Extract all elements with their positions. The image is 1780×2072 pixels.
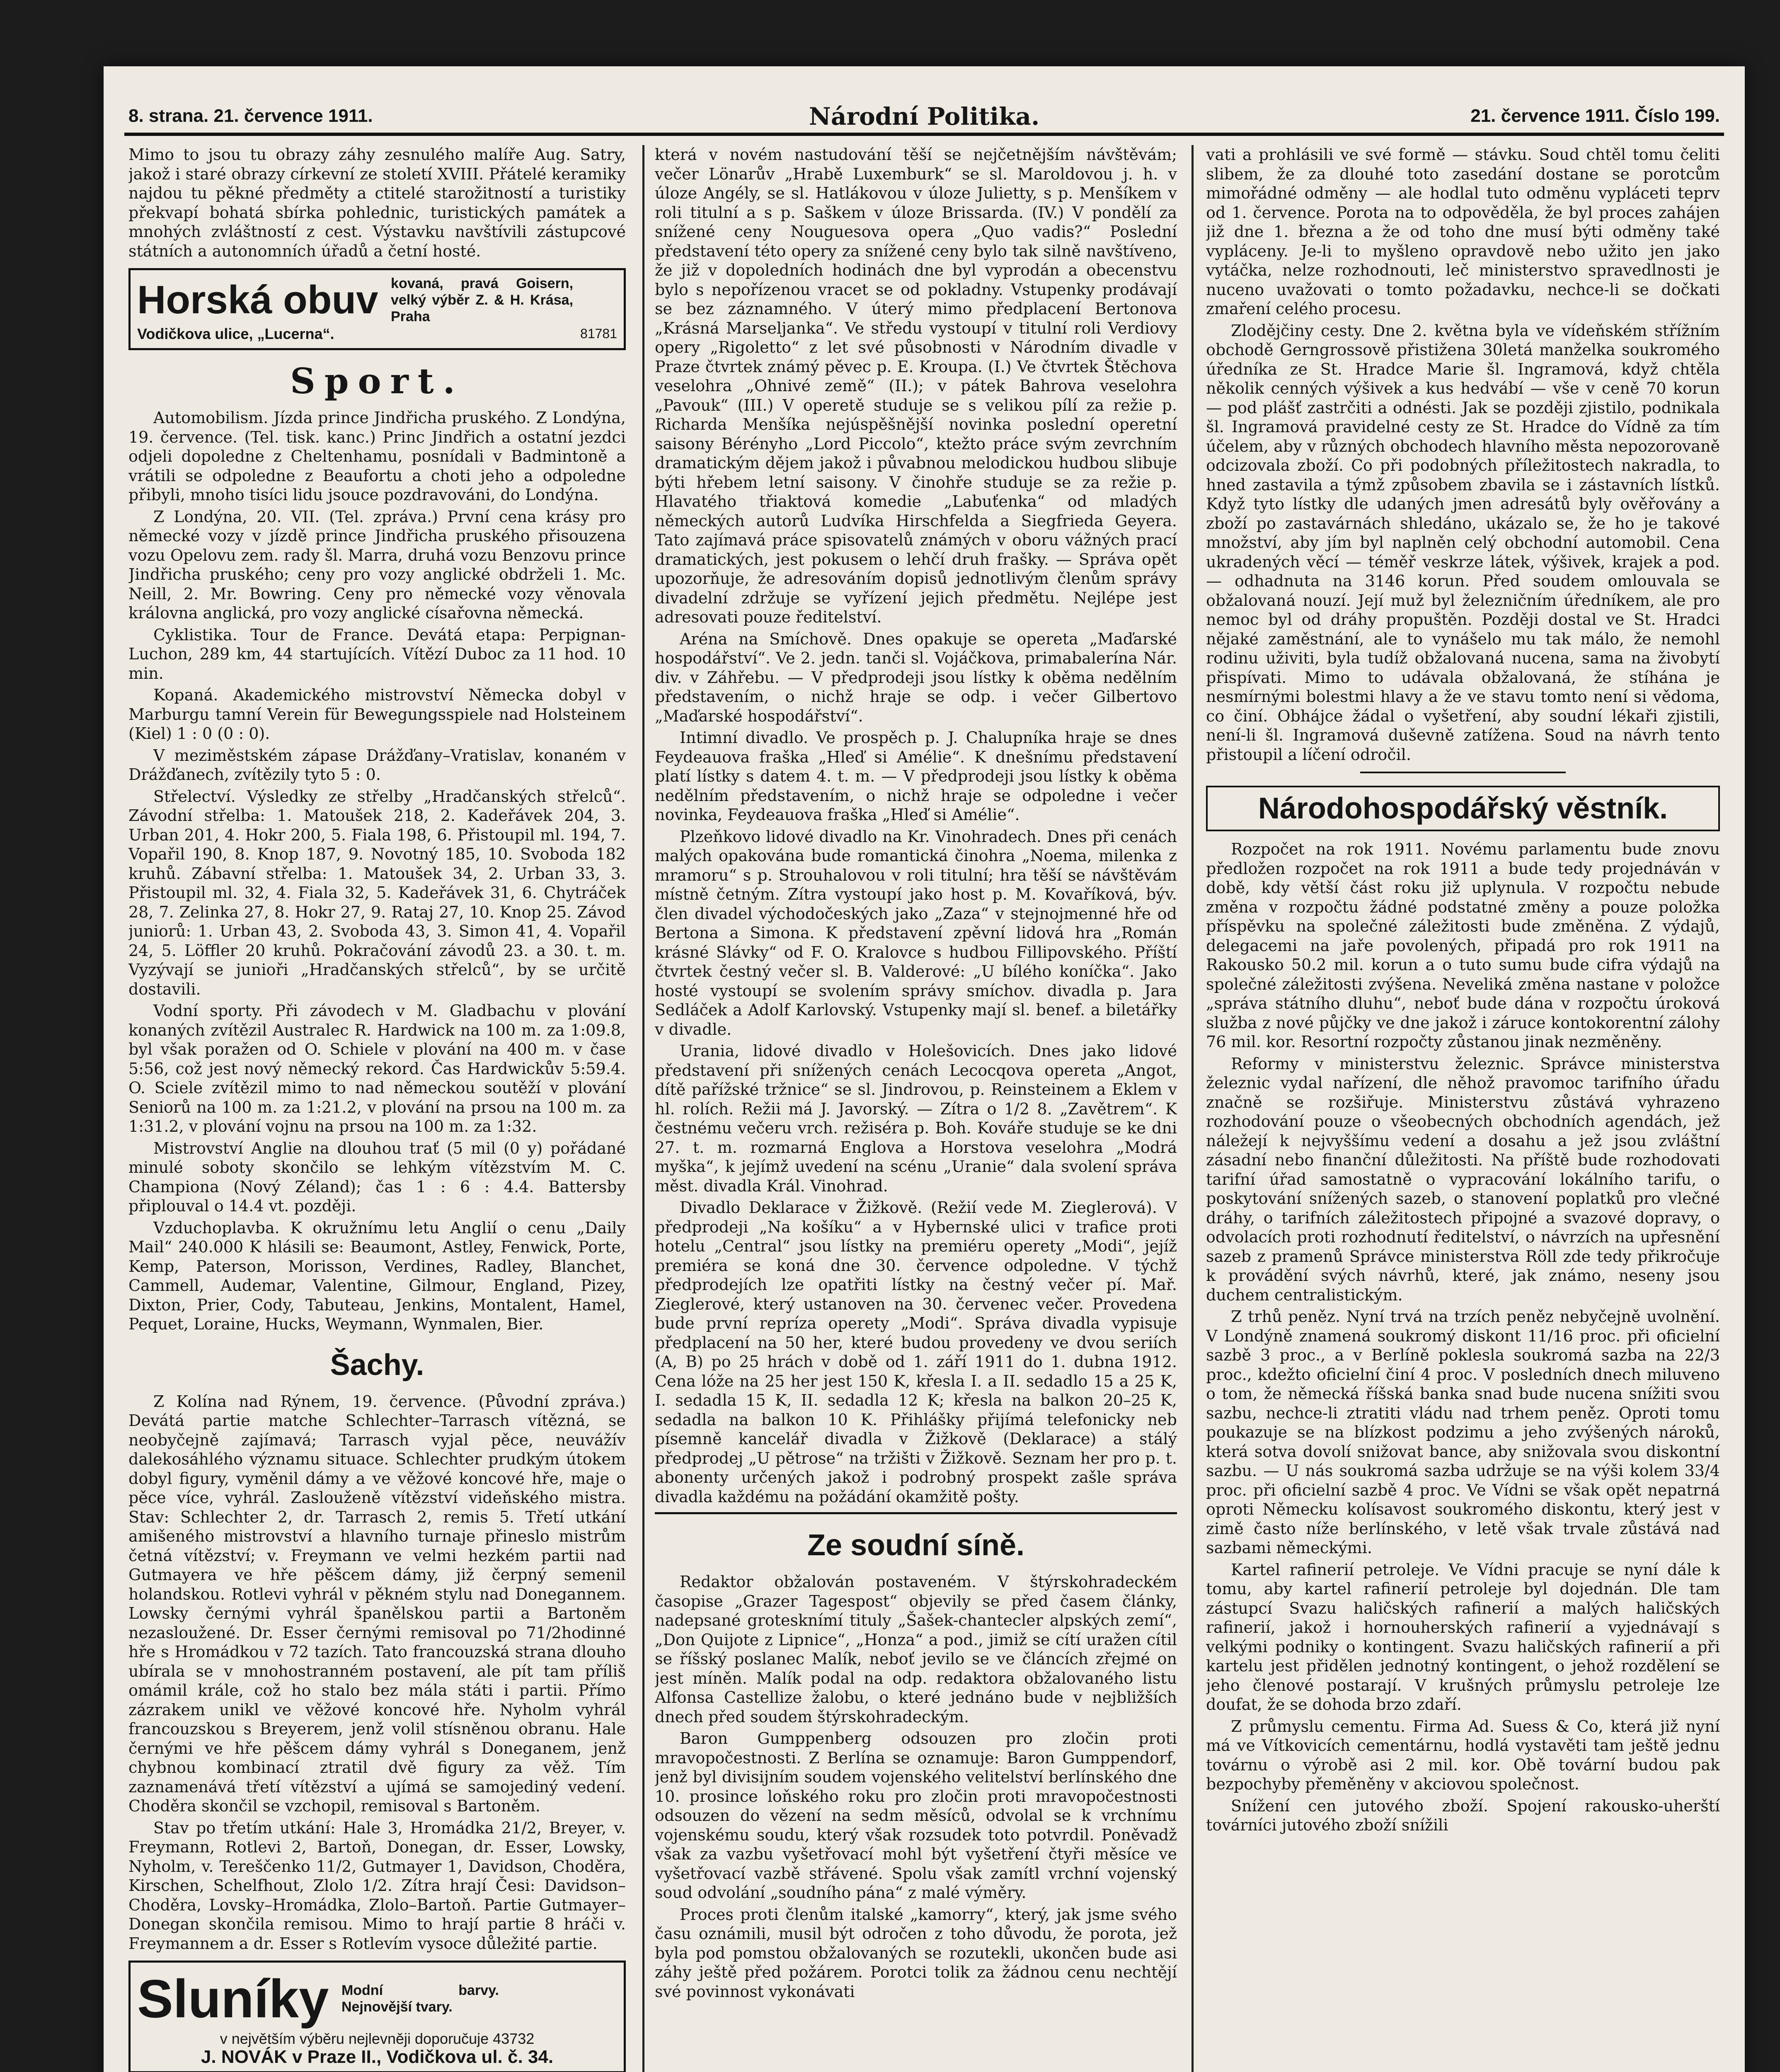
article-paragraph: Baron Gumppenberg odsouzen pro zločin proti mravopočestnosti. Z Berlína se oznamuje: Baron Gumppendorf, jenž byl divisijním soudem vojenského velitelství berlínského dne 10. prosince loňského roku pro zločin proti mravopočestnosti odsouzen do vězení na sedm měsíců, odvolal se k vrchnímu vojenskému soudu, který však rozsudek toto potvrdil. Poněvadž však za vazbu vyšetřovací mohl být vyšetření čtyři měsíce ve vyšetřovací vazbě střávené. Spolu však zamítl vrchní vojenský soud odvolání „soudního pána“ z malé výměry. <box>655 1729 1177 1902</box>
ad-headline: Sluníky <box>137 1968 329 2029</box>
column-divider <box>1192 145 1194 2072</box>
article-paragraph: Z Kolína nad Rýnem, 19. července. (Původní zpráva.) Devátá partie matche Schlechter–Tarrasch vítězná, se neobyčejně zajímavá; Tarrasch vyjal pěce, neuvážív dalekosáhlého významu situace. Schlechter prudkým útokem dobyl figury, vyměnil dámy a ve věžové koncové hře, maje o pěce více, vyhrál. Zaslouženě vítězství videňského mistra. Stav: Schlechter 2, dr. Tarrasch 2, remis 5. Třetí utkání amišeného mistrovství a hlavního turnaje přineslo mistrům četná vítězství; v. Freymann ve velmi hezkém partii nad Gutmayera ve hře pěšcem dámy, již čerpný semenil holandskou. Rotlevi vyhrál v pěkném stylu nad Donegannem. Lowsky černými vyhrál španělskou partii a Bartoněm nezasloužené. Dr. Esser černými remisoval po 71/2hodinné hře s Hromádkou v 72 tazích. Tato francouzská strana dlouho ubírala se v mnohostranném postavení, ale pít tam příliš omámil krále, což ho stalo bez mála státi i partii. Přímo zázrakem unikl ve věžové koncové hře. Nyholm vyhrál francouzskou s Breyerem, jenž volil stísněnou obranu. Hale černými ve hře pěšcem dámy vyhrál s Doneganem, jenž chybnou kombinací ztratil dvě figury za věž. Tím zaznamenává třetí vítězství a ujímá se samojediný vedení. Choděra skončil se vzchopil, remisoval s Bartoněm. <box>128 1392 626 1815</box>
article-paragraph: Plzeňkovo lidové divadlo na Kr. Vinohradech. Dnes při cenách malých opakována bude romantická činohra „Noema, milenka z mramoru“ s p. Strouhalovou v roli titulní; hra těší se návštěvám místně četným. Zítra vystoupí jako host p. M. Kovaříková, býv. člen divadel východočeských jako „Zaza“ v stejnojmenné hře od Bertona a Simona. K představení zpěvní lidová hra „Román krásné Slávky“ od F. O. Kralovce s hudbou Fillipovského. Příští čtvrtek čestný večer sl. B. Valderové: „U bílého koníčka“. Jako hosté vystoupí se svolením správy smíchov. divadla p. Jara Sedláček a Adolf Karlovský. Vstupenky mají sl. benef. a biletářky v divadle. <box>655 827 1177 1038</box>
article-paragraph: Z průmyslu cementu. Firma Ad. Suess & Co, která již nyní má ve Vítkovicích cementárnu, hodlá vystavěti tam ještě jednu továrnu o výrobě asi 2 mil. kor. Obě tovární budou pak bezpochyby přeměněny v akciovou společnost. <box>1206 1717 1720 1793</box>
ad-slunniky <box>128 1961 626 2072</box>
section-divider <box>1360 772 1566 773</box>
article-paragraph: Proces proti členům italské „kamorry“, který, jak jsme svého času oznámili, musil být odročen z toho důvodu, že porota, jež byla pod pomstou obžalovaných se rozutekli, ukončen bude asi záhy ještě před požárem. Porotci tolik za žádnou cenu nechtějí své povinnost vykonávati <box>655 1905 1177 2001</box>
article-paragraph: Aréna na Smíchově. Dnes opakuje se opereta „Maďarské hospodářství“. Ve 2. jedn. tanči sl. Vojáčkova, primabalerína Nár. div. v Záhřebu. — V předprodeji jsou lístky k oběma nedělním představením, o nichž hraje se odp. i večer Gilbertovo „Maďarské hospodářství“. <box>655 629 1177 725</box>
section-title-chess: Šachy. <box>330 1348 424 1382</box>
column-1 <box>128 145 626 2072</box>
article-paragraph: Kartel rafinerií petroleje. Ve Vídni pracuje se nyní dále k tomu, aby kartel rafinerií petroleje byl dojednán. Dle tam zástupcí Svazu haličských rafinerií a malých haličských rafinerií, jakož i hornouherských rafinerií a vyjednávají s velkými podniky o kontingent. Svazu haličských rafinerií a při kartelu jest přidělen jednotný kontingent, o jehož rozdělení se jeho členové postarají. V krušných průmyslu petroleje lze doufat, že se dohoda brzo zdaří. <box>1206 1560 1720 1714</box>
ad-subtext: kovaná, pravá Goisern, velký výběr Z. & H. Krása, Praha <box>391 276 574 324</box>
column-3 <box>1206 145 1720 2072</box>
section-title-sport: Sport. <box>290 361 464 402</box>
ad-address: Vodičkova ulice, „Lucerna“. <box>137 325 334 342</box>
article-paragraph: Urania, lidové divadlo v Holešovicích. Dnes jako lidové představení při snížených cenách Lecocqova opereta „Angot, dítě pařížské tržnice“ se sl. Jindrovou, p. Reinsteinem a Eklem v hl. rolích. Režii má J. Javorský. — Zítra o 1/2 8. „Zavětrem“. K čestnému večeru vrch. režiséra p. Boh. Kováře studuje se ke dni 27. t. m. rozmarná Englova a Horstova veselohra „Modrá myška“, k jejímž uvedení na scénu „Uranie“ dala svolení správa měst. divadla Král. Vinohrad. <box>655 1042 1177 1195</box>
article-paragraph: vati a prohlásili ve své formě — stávku. Soud chtěl tomu čeliti slibem, že za dlouhé toto zasedání dostane se porotcům mimořádné odměny — ale hodlal tuto odměnu vypláceti teprv od 1. července. Porota na to odpověděla, že byl proces zahájen již dne 1. března a že od toho dne musí býti odměny také vypláceny. Je-li to myšleno opravdově nebo užito jen jako vytáčka, nelze rozhodnouti, leč ministerstvo spravedlnosti je nuceno uvažovati o tomto požadavku, nechce-li se dočkati zmaření celého procesu. <box>1206 145 1720 318</box>
ad-text: v největším výběru nejlevněji doporučuje 43732 <box>220 2030 535 2047</box>
page-header <box>128 102 1720 143</box>
article-paragraph: Mistrovství Anglie na dlouhou trať (5 mil (0 y) pořádané minulé soboty skončilo se lehkým vítězstvím M. C. Championa (Nový Zéland); čas 1 : 6 : 4.4. Battersby připlouval o 14.4 vt. později. <box>128 1139 626 1215</box>
section-divider <box>655 1512 1177 1514</box>
article-paragraph: Z trhů peněz. Nyní trvá na trzích peněz nebyčejně uvolnění. V Londýně znamená soukromý diskont 11/16 proc. při oficielní sazbě 3 proc., a v Berlíně poklesla soukromá sazba na 22/3 proc., kdežto oficielní činí 4 proc. V posledních dnech miluveno o tom, že německá říšská banka snad bude nucena snížiti svou sazbu, nechce-li ztratiti vládu nad trhem peněz. Oproti tomu poukazuje se na blízkost podzimu a jeho zvýšených nároků, která sotva dovolí snižovat bance, aby snižovala svou diskontní sazbu. — U nás soukromá sazba udržuje se na výši kolem 33/4 proc. při oficielní sazbě 4 proc. Ve Vídni se však opět nepatrná oproti Německu kolísavost soukromého diskontu, který jest v zimě často níže berlínského, v letě však trvale zůstává nad sazbami německými. <box>1206 1307 1720 1557</box>
article-paragraph: Reformy v ministerstvu železnic. Správce ministerstva železnic vydal nařízení, dle něhož pravomoc tarifního úřadu značně se rozšiřuje. Ministerstvu zůstává vyhrazeno rozhodování pouze o všeobecných obchodních agendách, jež náležejí k nejvyššímu vedení a dosahu a jež jsou zvláštní zásadní nebo finanční důležitosti. Na příště bude rozhodovati tarifní úřad samostatně o vypracování lokálního tarifu, o poskytování snížených sazeb, o stanovení poplatků pro vlečné dráhy, o tarifních záležitostech připojné a svazové dopravy, o odvolacích proti rozhodnutí ředitelství, o návrzích na upřesnění sazeb z pramenů Správce ministerstva Röll zde tedy přikročuje k provádění svých návrhů, které, jak známo, neseny jsou duchem centralistickým. <box>1206 1054 1720 1304</box>
masthead-title: Národní Politika. <box>809 102 1040 131</box>
article-paragraph: Divadlo Deklarace v Žižkově. (Režií vede M. Zieglerová). V předprodeji „Na košíku“ a v Hybernské ulici v trafice proti hotelu „Central“ jsou lístky na premiéru operety „Modi“, jejíž premiéra se koná dne 30. července odpoledne. V týchž předprodejích lze opatřiti lístky na čestný večer pí. Mař. Zieglerové, který ustanoven na 30. červenec večer. Provedena bude první repríza operety „Modi“. Správa divadla vypisuje předplacení na 50 her, které budou provedeny ve dvou seriích (A, B) po 25 hrách v době od 1. září 1911 do 1. dubna 1912. Cena lóže na 25 her jest 150 K, křesla I. a II. sedadlo 15 a 25 K, I. sedadla 15 K, II. sedadla 12 K; křesla na balkon 20–25 K, sedadla na balkon 10 K. Přihlášky přijímá telefonicky neb písemně kancelář divadla v Žižkově (Deklarace) a stálý předprodej „U pětrose“ na tržišti v Žižkově. Seznam her pro p. t. abonenty určených jakož i podrobný prospekt zašle správa divadla každému na požádání okamžitě pošty. <box>655 1198 1177 1506</box>
ad-subtext: Modní barvy. Nejnovější tvary. <box>341 1982 499 2015</box>
article-paragraph: V meziměstském zápase Drážďany–Vratislav, konaném v Drážďanech, zvítězily tyto 5 : 0. <box>128 746 626 784</box>
column-divider <box>642 145 644 2072</box>
header-rule <box>124 133 1724 136</box>
header-issue-number: 21. července 1911. Číslo 199. <box>1470 106 1720 126</box>
intro-paragraph: Mimo to jsou tu obrazy záhy zesnulého malíře Aug. Satry, jakož i staré obrazy církevní ze století XVIII. Přátelé keramiky najdou tu pěkné předměty a ctitelé starožitností a turistiky překvapí bohatá sbírka pohlednic, turistických památek a mnohých zvláštností z cest. Výstavku navštívili zástupcové státních a autonomních úřadů a četní hosté. <box>128 145 626 260</box>
ad-headline: Horská obuv <box>137 278 378 322</box>
ad-address: J. NOVÁK v Praze II., Vodičkova ul. č. 34. <box>201 2047 554 2067</box>
article-paragraph: Střelectví. Výsledky ze střelby „Hradčanských střelců“. Závodní střelba: 1. Matoušek 218, 2. Kadeřávek 204, 3. Urban 201, 4. Hokr 200, 5. Fiala 198, 6. Přistoupil ml. 194, 7. Vopařil 190, 8. Knop 187, 9. Novotný 185, 10. Svoboda 182 kruhů. Zábavní střelba: 1. Matoušek 34, 2. Urban 33, 3. Přistoupil ml. 32, 4. Fiala 32, 5. Kadeřávek 31, 6. Chytráček 28, 7. Zelinka 27, 8. Hokr 27, 9. Rataj 27, 10. Knop 25. Závod juniorů: 1. Urban 43, 2. Svoboda 43, 3. Simon 41, 4. Vopařil 24, 5. Löffler 20 kruhů. Pokračování závodů 23. a 30. t. m. Vyzývají se junioři „Hradčanských střelců“, by se určitě dostavili. <box>128 787 626 998</box>
ad-horska-obuv <box>128 268 626 350</box>
article-paragraph: Snížení cen jutového zboží. Spojení rakousko-uherští továrníci jutového zboží snížili <box>1206 1796 1720 1834</box>
article-paragraph: Zlodějčiny cesty. Dne 2. května byla ve vídeňském střížním obchodě Gerngrossově přistižena 30letá manželka soukromého úředníka ze St. Hradce Marie šl. Ingramová, když chtěla několik cenných výšivek a kus hedvábí — vše v ceně 70 korun — pod plášť zastrčiti a odnésti. Jak se později zjistilo, podnikala šl. Ingramová pravidelné cesty ze St. Hradce do Vídně za tím účelem, aby v různých obchodech hlavního města nepozorovaně odcizovala zboží. Co při podobných příležitostech nakradla, to hned zastavila a týmž způsobem zbavila se i zástavních lístků. Když tyto lístky dle udaných jmen adresátů byly ověřovány a zboží po zastavárnách shledáno, ukázalo se, že ho je takové množství, aby jím byl naplněn celý obchodní automobil. Cena ukradených věcí — téměř veskrze látek, výšivek, krajek a pod. — odhadnuta na 3146 korun. Před soudem omlouvala se obžalovaná nouzí. Její muž byl železničním úředníkem, ale pro nemoc byl od dráhy propuštěn. Později dostal ve St. Hradci nějaké zaměstnání, ale to vynášelo mu tak málo, že nemohl rodinu uživiti, byla tudíž obžalovaná nucena, sama na živobytí přispívati. Mimo to udávala obžalovaná, že stíhána je nesmírnými bolestmi hlavy a že ve stavu tomto není si vědoma, co činí. Obhájce žádal o vyšetření, aby soudní lékaři zjistili, není-li šl. Ingramová duševně zatížena. Soud na návrh tento přistoupil a líčení odročil. <box>1206 321 1720 764</box>
article-paragraph: která v novém nastudování těší se nejčetnějším návštěvám; večer Lönarův „Hrabě Luxemburk“ se sl. Maroldovou j. h. v úloze Angély, se sl. Hatlákovou v úloze Julietty, s p. Menšíkem v roli titulní a s p. Saškem v úloze Brissarda. (IV.) V pondělí za snížené ceny Nouguesova opera „Quo vadis?“ Poslední představení této opery za snížené ceny bylo tak silně navštíveno, že již v dopoledních hodinách dne byl vyprodán a obecenstvu bylo s nepořízenou vracet se od pokladny. Vstupenky prodávají se bez záznamného. V úterý mimo předplacení Bertonova „Krásná Marseljanka“. Ve středu vystoupí v titulní roli Verdiovy opery „Rigoletto“ z let své působnosti v Národním divadle v Praze čtvrtek známý pěvec p. E. Kroupa. (I.) Ve čtvrtek Štěchova veselohra „Ohnivé země“ (II.); v pátek Bahrova veselohra „Pavouk“ (III.) V operetě studuje se s velikou pílí za režie p. Richarda Menšíka nejúspěšnější novinka poslední operetní saisony Bérényho „Lord Piccolo“, ktežto práce svým zevrchním dramatickým dějem jakož i půvabnou melodickou hudbou slibuje býti hřebem letní saisony. V činohře studuje se za režie p. Hlavatého třiaktová komedie „Labuťenka“ od mladých německých autorů Ludvíka Hirschfelda a Siegfrieda Geyera. Tato zajímavá práce spisovatelů známých v oboru vážných prací dramatických, jest pokusem o lehčí druh frašky. — Správa opět upozorňuje, že adresováním dopisů jednotlivým členům správy divadelní zdržuje se vyřízení jejich předmětu. Nejlépe jest adresovati pouze ředitelství. <box>655 145 1177 626</box>
article-paragraph: Intimní divadlo. Ve prospěch p. J. Chalupníka hraje se dnes Feydeauova fraška „Hleď si Amélie“. K dnešnímu představení platí lístky s datem 4. t. m. — V předprodeji jsou lístky k oběma nedělním představením, o nichž hraje se odpoledne i večer novinka, Feydeauova fraška „Hleď si Amélie“. <box>655 729 1177 824</box>
ad-number: 81781 <box>580 326 617 341</box>
article-paragraph: Automobilism. Jízda prince Jindřicha pruského. Z Londýna, 19. července. (Tel. tisk. kanc.) Princ Jindřich a ostatní jezdci odjeli dopoledne z Cheltenhamu, posnídali v Badmintoně a vrátili se odpoledne z Beaufortu a choti jeho a odpoledne přibyli, mnoho tisíci lidu jsouce pozdravováni, do Londýna. <box>128 409 626 504</box>
article-paragraph: Cyklistika. Tour de France. Devátá etapa: Perpignan-Luchon, 289 km, 44 startujících. Vítězí Duboc za 11 hod. 10 min. <box>128 625 626 683</box>
section-title-court: Ze soudní síně. <box>807 1529 1025 1562</box>
section-title-economy: Národohospodářský věstník. <box>1206 786 1720 831</box>
article-paragraph: Redaktor obžalován postaveném. V štýrskohradeckém časopise „Grazer Tagespost“ objevily se před časem články, nadepsané grotesknímí tituly „Šašek-chantecler alpských zemí“, „Don Quijote z Lipnice“, „Honza“ a pod., jimiž se cítí uražen cítil se říšský poslanec Malík, neboť jevilo se ve článcích zřejmé on jest míněn. Malík podal na odp. redaktora obžalovaného listu Alfonsa Castellize žalobu, o které jednáno bude v nejbližších dnech před soudem štýrskohradeckým. <box>655 1573 1177 1726</box>
article-paragraph: Stav po třetím utkání: Hale 3, Hromádka 21/2, Breyer, v. Freymann, Rotlevi 2, Bartoň, Donegan, dr. Esser, Lowsky, Nyholm, v. Tereščenko 11/2, Gutmayer 1, Davidson, Choděra, Kirschen, Schelfhout, Zlolo 1/2. Zítra hrají Česi: Davidson–Choděra, Lovsky–Hromádka, Zlolo–Bartoň. Partie Gutmayer–Donegan skončila remisou. Mimo to hrají partie 8 hráči v. Freymannem a dr. Esser s Rotlevím vysoce důležité partie. <box>128 1818 626 1953</box>
newspaper-page <box>104 66 1745 2072</box>
header-page-date: 8. strana. 21. července 1911. <box>128 106 373 126</box>
article-paragraph: Vzduchoplavba. K okružnímu letu Anglií o cenu „Daily Mail“ 240.000 K hlásili se: Beaumont, Astley, Fenwick, Porte, Kemp, Paterson, Morisson, Verdines, Radley, Blanchet, Cammell, Audemar, Valentine, Gilmour, England, Pizey, Dixton, Prier, Cody, Tabuteau, Jenkins, Montalent, Hamel, Pequet, Loraine, Hucks, Weymann, Wynmalen, Bier. <box>128 1218 626 1333</box>
column-2 <box>655 145 1177 2072</box>
article-paragraph: Kopaná. Akademického mistrovství Německa dobyl v Marburgu tamní Verein für Bewegungsspiele nad Holsteinem (Kiel) 1 : 0 (0 : 0). <box>128 686 626 743</box>
article-paragraph: Rozpočet na rok 1911. Novému parlamentu bude znovu předložen rozpočet na rok 1911 a bude tedy projednáván v době, kdy větší část roku již uplynula. V rozpočtu nebude změna v rozpočtu žádné podstatné změny a pouze položka příspěvku na společné záležitosti bude změněna. Z výdajů, delegacemi na jaře povolených, připadá pro rok 1911 na Rakousko 50.2 mil. korun a o tuto sumu bude cifra výdajů na společné záležitosti zvýšena. Neveliká změna nastane v položce „správa státního dluhu“, neboť bude dána v rozpočtu úroková služba z nové půjčky ve dne jakož i záruce kontokorentní zálohy 76 mil. kor. Resortní rozpočty zůstanou jinak nezměněny. <box>1206 840 1720 1051</box>
article-paragraph: Z Londýna, 20. VII. (Tel. zpráva.) První cena krásy pro německé vozy v jízdě prince Jindřicha pruského přisouzena vozu Opelovu zem. rady šl. Marra, druhá vozu Benzovu prince Jindřicha pruského; ceny pro vozy anglické obdrželi 1. Mc. Neill, 2. Mr. Bowring. Ceny pro německé vozy věnovala královna anglická, pro vozy anglické císařovna německá. <box>128 507 626 622</box>
article-paragraph: Vodní sporty. Při závodech v M. Gladbachu v plování konaných zvítězil Australec R. Hardwick na 100 m. za 1:09.8, byl však poražen od O. Schiele v plování na 400 m. v čase 5:56, což jest nový německý rekord. Čas Hardwickův 5:59.4. O. Sciele zvítězil mimo to nad německou soutěží v plování Seniorů na 100 m. za 1:21.2, v plování na prsou na 100 m. za 1:31.2, v plování vojnu na prsou na 100 m. za 1:32. <box>128 1002 626 1135</box>
